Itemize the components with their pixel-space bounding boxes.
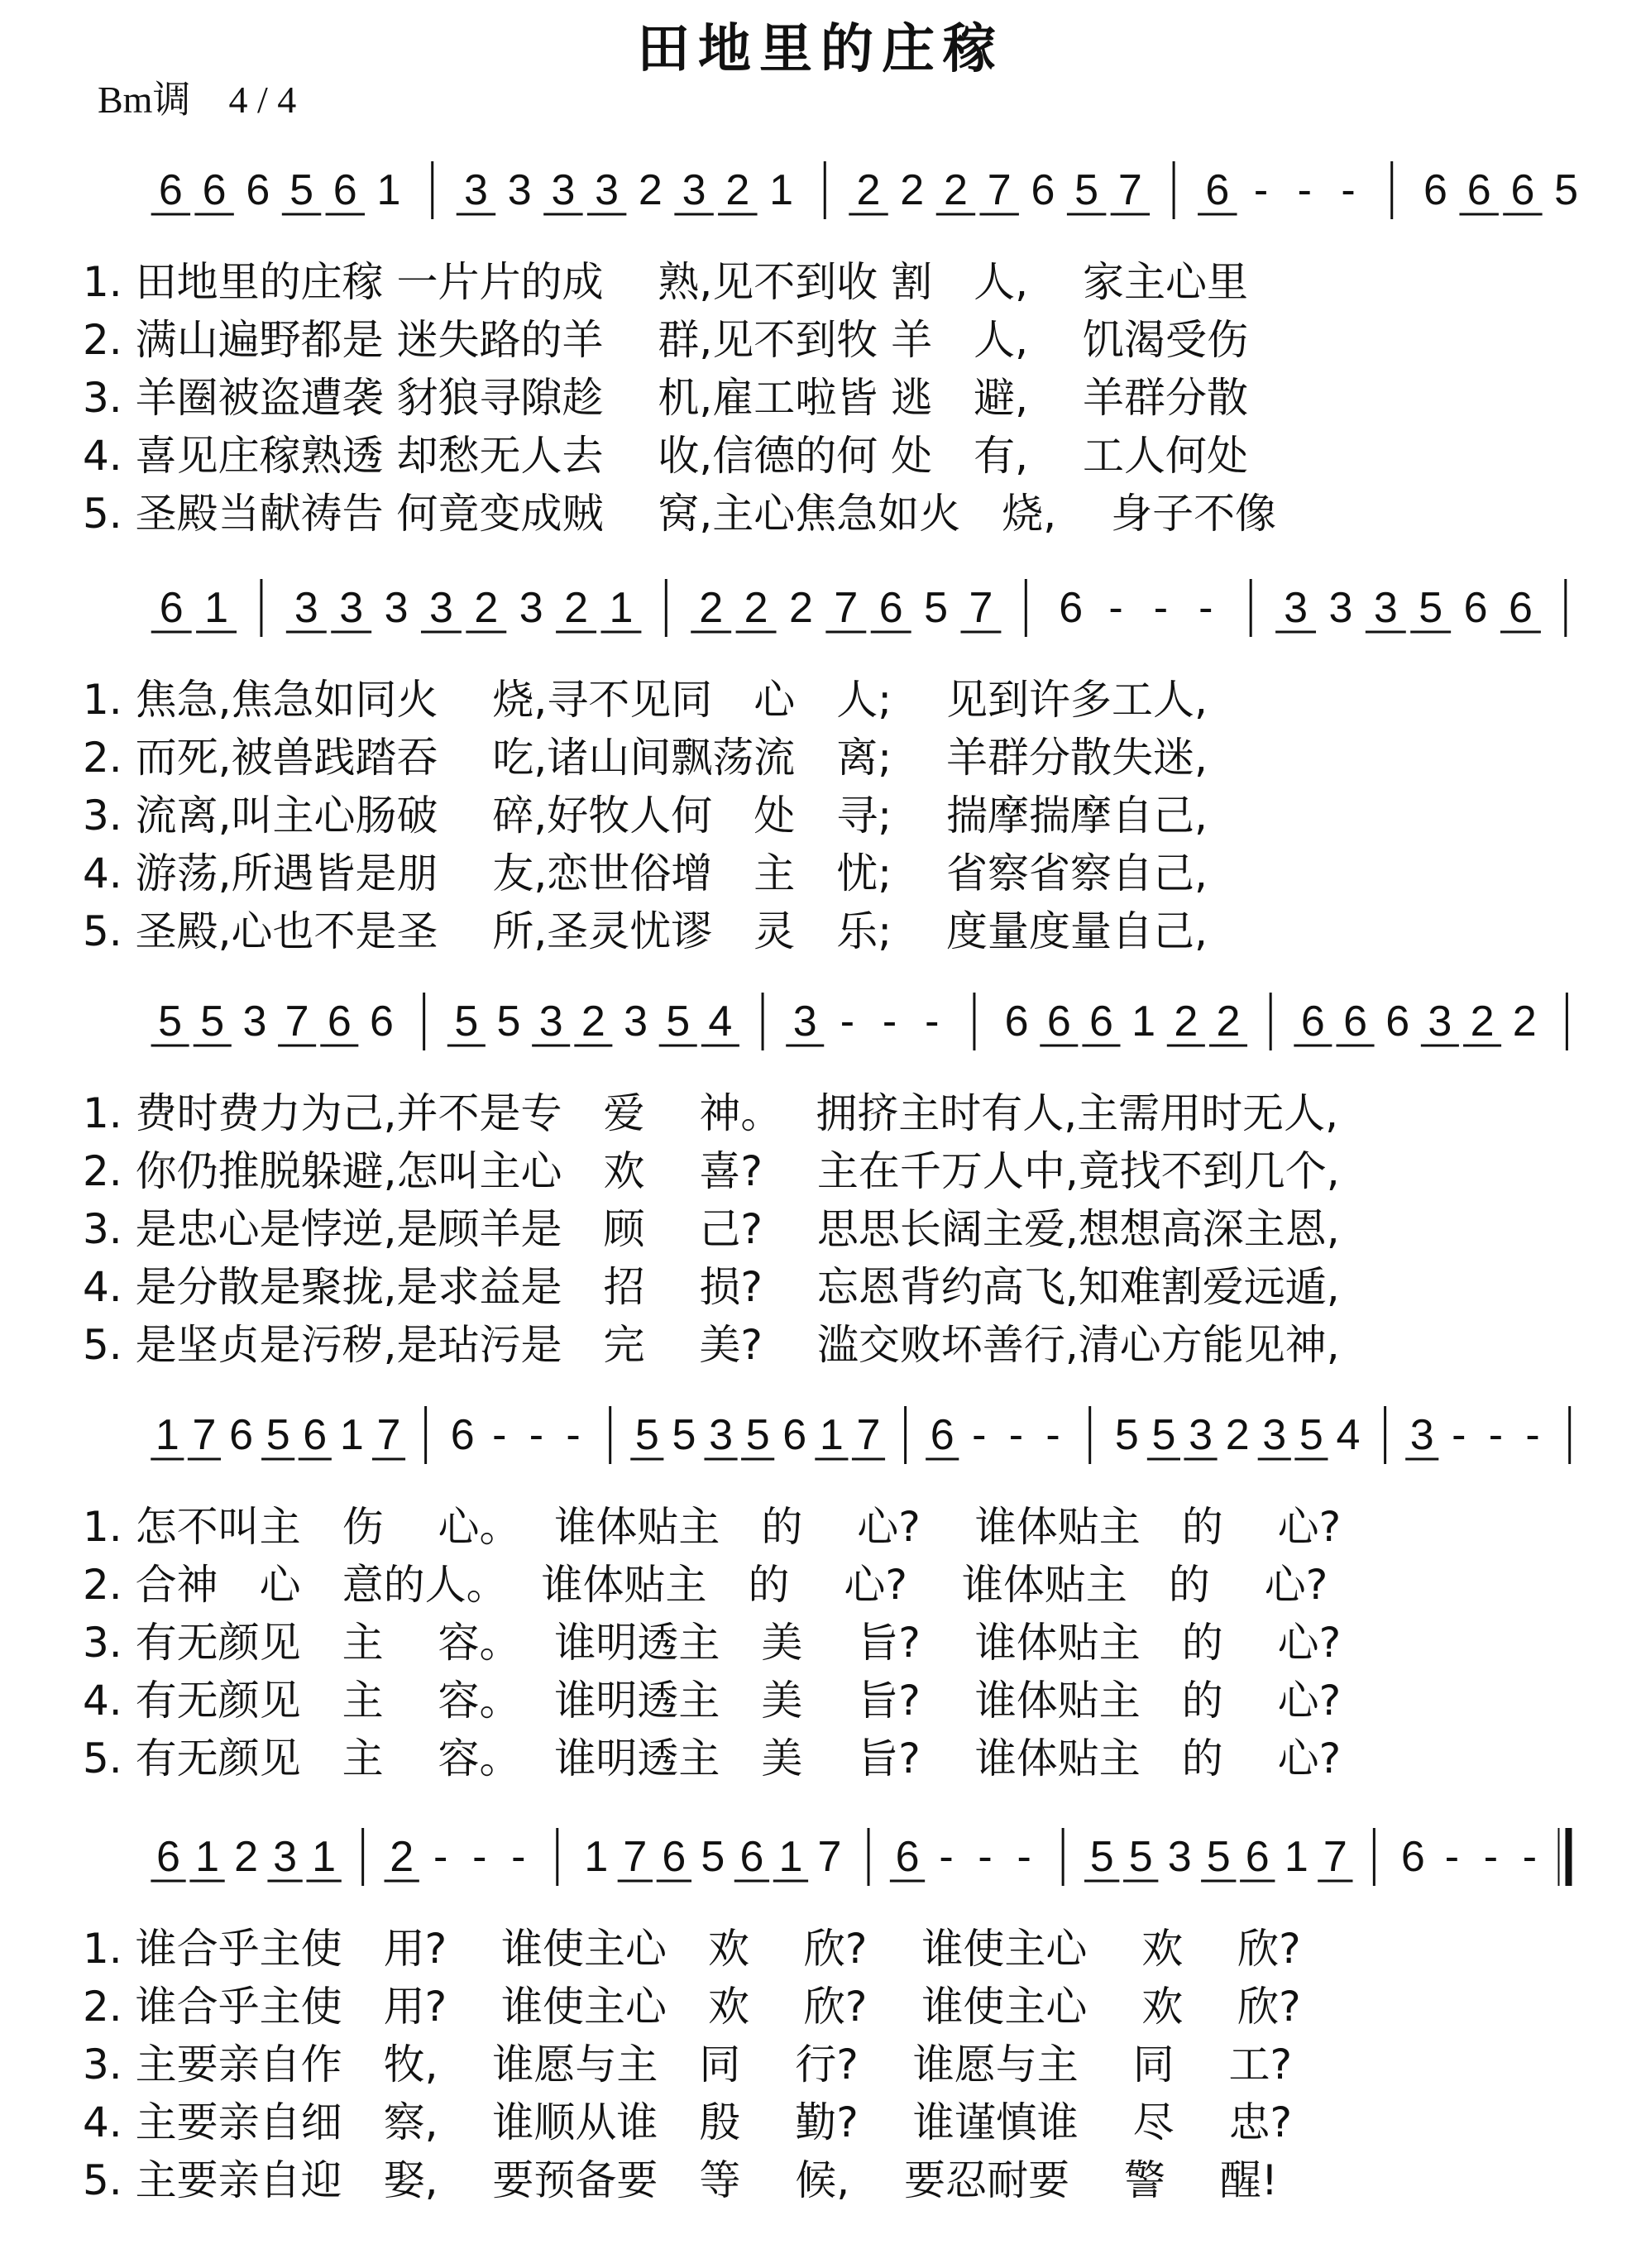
note: 6 [1245,1833,1270,1881]
note: 5 [634,1411,659,1459]
lyric-line: 4. 游荡,所遇皆是朋 友,恋世俗增 主 忧; 省察省察自己, [83,849,1208,897]
note: 6 [1508,584,1533,632]
note: 6 [1300,998,1325,1045]
note: 2 [474,584,499,632]
note: 6 [303,1411,328,1459]
note: 7 [1117,166,1142,214]
note: 6 [246,166,270,214]
dash-extension: - [566,1411,581,1459]
note: 2 [234,1833,259,1881]
dash-extension: - [1017,1833,1031,1881]
note: 2 [581,998,605,1045]
note: 1 [155,1411,179,1459]
note: 6 [1400,1833,1425,1881]
note: 1 [769,166,794,214]
jianpu-notation [0,128,1641,252]
lyric-line: 5. 圣殿当献祷告 何竟变成贼 窝,主心焦急如火 烧, 身子不像 [83,490,1277,538]
note: 7 [834,584,859,632]
note: 1 [819,1411,844,1459]
note: 2 [564,584,589,632]
note: 3 [384,584,409,632]
note: 5 [1419,584,1443,632]
dash-extension: - [1153,584,1169,632]
dash-extension: - [939,1833,954,1881]
note: 6 [1510,166,1535,214]
lyric-line: 1. 焦急,焦急如同火 烧,寻不见同 心 人; 见到许多工人, [83,676,1208,724]
dash-extension: - [1488,1411,1504,1459]
note: 7 [969,584,993,632]
note: 5 [701,1833,725,1881]
note: 6 [878,584,903,632]
note: 3 [273,1833,298,1881]
note: 6 [739,1833,764,1881]
note: 6 [156,1833,180,1881]
note: 3 [1189,1411,1213,1459]
note: 2 [900,166,925,214]
note: 6 [1089,998,1113,1045]
dash-extension: - [529,1411,544,1459]
note: 3 [1167,1833,1192,1881]
note: 2 [1174,998,1198,1045]
note: 2 [725,166,750,214]
lyric-line: 1. 怎不叫主 伤 心。 谁体贴主 的 心? 谁体贴主 的 心? [83,1503,1342,1551]
note: 6 [159,584,184,632]
lyric-line: 3. 羊圈被盗遭袭 豺狼寻隙趁 机,雇工啦皆 逃 避, 羊群分散 [83,374,1248,422]
note: 6 [1463,584,1488,632]
note: 2 [390,1833,414,1881]
note: 3 [624,998,648,1045]
note: 6 [229,1411,253,1459]
note: 5 [454,998,479,1045]
note: 5 [1554,166,1579,214]
note: 6 [930,1411,954,1459]
note: 3 [538,998,563,1045]
lyric-line: 3. 是忠心是悖逆,是顾羊是 顾 己? 思思长阔主爱,想想高深主恩, [83,1205,1340,1253]
note: 5 [266,1411,290,1459]
note: 3 [1409,1411,1434,1459]
song-title: 田地里的庄稼 [637,19,1004,80]
lyric-line: 4. 喜见庄稼熟透 却愁无人去 收,信德的何 处 有, 工人何处 [83,432,1248,480]
note: 1 [609,584,634,632]
note: 1 [376,166,401,214]
lyric-line: 2. 而死,被兽践踏吞 吃,诸山间飘荡流 离; 羊群分散失迷, [83,734,1208,782]
dash-extension: - [1045,1411,1060,1459]
note: 5 [1151,1411,1176,1459]
lyric-line: 2. 你仍推脱躲避,怎叫主心 欢 喜? 主在千万人中,竟找不到几个, [83,1147,1340,1195]
jianpu-notation [0,1373,1641,1497]
jianpu-notation [0,1795,1641,1919]
dash-extension: - [433,1833,448,1881]
note: 3 [463,166,488,214]
note: 5 [158,998,183,1045]
lyric-line: 2. 合神 心 意的人。 谁体贴主 的 心? 谁体贴主 的 心? [83,1561,1328,1609]
dash-extension: - [492,1411,507,1459]
jianpu-notation [0,546,1641,670]
note: 3 [792,998,817,1045]
note: 7 [817,1833,842,1881]
lyric-line: 5. 有无颜见 主 容。 谁明透主 美 旨? 谁体贴主 的 心? [83,1734,1342,1782]
note: 7 [285,998,309,1045]
note: 1 [195,1833,220,1881]
lyric-line: 3. 有无颜见 主 容。 谁明透主 美 旨? 谁体贴主 的 心? [83,1619,1342,1667]
lyric-line: 5. 是坚贞是污秽,是玷污是 完 美? 滥交败坏善行,清心方能见神, [83,1321,1340,1369]
note: 2 [1216,998,1241,1045]
note: 6 [370,998,394,1045]
note: 3 [551,166,576,214]
note: 6 [1004,998,1029,1045]
lyric-line: 5. 圣殿,心也不是圣 所,圣灵忧谬 灵 乐; 度量度量自己, [83,907,1208,955]
dash-extension: - [1525,1411,1540,1459]
note: 6 [1031,166,1055,214]
note: 3 [1328,584,1353,632]
note: 6 [1423,166,1447,214]
note: 6 [1059,584,1084,632]
note: 3 [709,1411,733,1459]
note: 5 [672,1411,696,1459]
note: 6 [450,1411,475,1459]
note: 6 [202,166,227,214]
dash-extension: - [972,1411,987,1459]
note: 5 [1299,1411,1323,1459]
note: 3 [428,584,453,632]
dash-extension: - [978,1833,993,1881]
note: 3 [507,166,532,214]
dash-extension: - [1522,1833,1538,1881]
lyric-line: 4. 主要亲自细 察, 谁顺从谁 殷 勤? 谁谨慎谁 尽 忠? [83,2098,1293,2146]
note: 5 [1206,1833,1231,1881]
note: 5 [1128,1833,1153,1881]
note: 3 [1262,1411,1287,1459]
lyric-line: 3. 主要亲自作 牧, 谁愿与主 同 行? 谁愿与主 同 工? [83,2041,1293,2089]
note: 3 [339,584,364,632]
lyric-line: 2. 满山遍野都是 迷失路的羊 群,见不到牧 羊 人, 饥渴受伤 [83,316,1248,364]
note: 5 [200,998,225,1045]
note: 1 [584,1833,609,1881]
jianpu-notation [0,959,1641,1084]
lyric-line: 5. 主要亲自迎 娶, 要预备要 等 候, 要忍耐要 警 醒! [83,2156,1278,2204]
note: 2 [788,584,813,632]
dash-extension: - [1008,1411,1024,1459]
note: 7 [856,1411,881,1459]
note: 6 [158,166,183,214]
note: 3 [1373,584,1398,632]
note: 1 [312,1833,337,1881]
note: 4 [1336,1411,1361,1459]
note: 2 [638,166,663,214]
note: 6 [1343,998,1367,1045]
note: 1 [778,1833,803,1881]
lyric-line: 4. 有无颜见 主 容。 谁明透主 美 旨? 谁体贴主 的 心? [83,1677,1342,1725]
note: 7 [1323,1833,1347,1881]
note: 3 [242,998,267,1045]
dash-extension: - [1297,166,1312,214]
dash-extension: - [1108,584,1123,632]
lyric-line: 3. 流离,叫主心肠破 碎,好牧人何 处 寻; 揣摩揣摩自己, [83,792,1208,840]
note: 5 [289,166,314,214]
dash-extension: - [1452,1411,1466,1459]
dash-extension: - [1198,584,1213,632]
note: 2 [1470,998,1495,1045]
note: 1 [339,1411,364,1459]
note: 3 [682,166,706,214]
note: 6 [327,998,352,1045]
note: 6 [1046,998,1071,1045]
dash-extension: - [472,1833,487,1881]
note: 7 [987,166,1012,214]
note: 1 [204,584,229,632]
lyric-line: 1. 谁合乎主使 用? 谁使主心 欢 欣? 谁使主心 欢 欣? [83,1925,1301,1973]
dash-extension: - [925,998,940,1045]
note: 7 [192,1411,217,1459]
dash-extension: - [1341,166,1356,214]
dash-extension: - [882,998,897,1045]
note: 6 [333,166,357,214]
note: 2 [1225,1411,1250,1459]
note: 6 [895,1833,920,1881]
note: 6 [662,1833,687,1881]
lyric-line: 4. 是分散是聚拢,是求益是 招 损? 忘恩背约高飞,知难割爱远遁, [83,1263,1340,1311]
note: 2 [1512,998,1537,1045]
key-signature: Bm调 4 / 4 [98,79,297,121]
note: 5 [496,998,521,1045]
note: 2 [943,166,968,214]
note: 3 [595,166,620,214]
note: 5 [1089,1833,1114,1881]
note: 1 [1284,1833,1308,1881]
note: 2 [744,584,768,632]
note: 5 [924,584,949,632]
note: 5 [1074,166,1099,214]
note: 3 [294,584,318,632]
note: 5 [666,998,691,1045]
dash-extension: - [1444,1833,1460,1881]
note: 6 [1205,166,1230,214]
dash-extension: - [511,1833,526,1881]
note: 1 [1131,998,1156,1045]
note: 7 [376,1411,401,1459]
note: 4 [708,998,733,1045]
dash-extension: - [1253,166,1269,214]
note: 3 [1284,584,1308,632]
dash-extension: - [1483,1833,1499,1881]
lyric-line: 2. 谁合乎主使 用? 谁使主心 欢 欣? 谁使主心 欢 欣? [83,1983,1301,2031]
note: 3 [519,584,543,632]
note: 5 [1114,1411,1139,1459]
lyric-line: 1. 田地里的庄稼 一片片的成 熟,见不到收 割 人, 家主心里 [83,258,1248,306]
lyric-line: 1. 费时费力为己,并不是专 爱 神。 拥挤主时有人,主需用时无人, [83,1089,1339,1137]
note: 2 [699,584,724,632]
note: 6 [1385,998,1410,1045]
note: 2 [856,166,881,214]
note: 7 [623,1833,648,1881]
note: 6 [782,1411,807,1459]
dash-extension: - [840,998,855,1045]
note: 6 [1466,166,1491,214]
note: 5 [745,1411,770,1459]
note: 3 [1428,998,1452,1045]
